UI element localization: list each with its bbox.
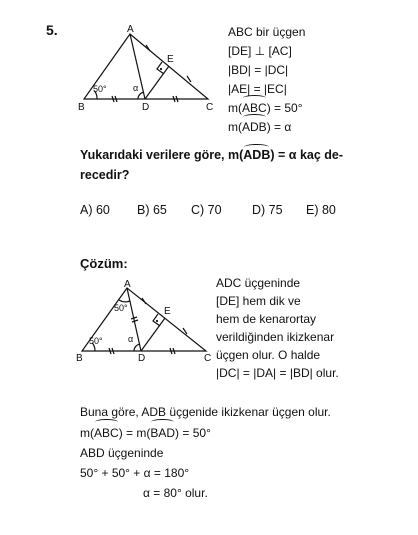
angle-alpha-arc (138, 92, 143, 99)
label-d: D (142, 102, 150, 112)
side-line-4: verildiğinden ikizkenar (216, 330, 335, 344)
choice-c: C) 70 (191, 203, 222, 217)
label-b: B (78, 102, 85, 112)
given-line-4: |AE| = |EC| (228, 82, 287, 96)
given-line-5: m(ABC) = 50° (228, 99, 305, 118)
angle-b-label: 50° (89, 336, 103, 346)
angle-bad-label: 50° (114, 303, 128, 313)
choice-d: D) 75 (252, 203, 283, 217)
segment-de (145, 66, 169, 99)
problem-number: 5. (46, 22, 58, 38)
angle-bad-arc (119, 300, 130, 302)
side-line-2: [DE] hem dik ve (216, 294, 301, 308)
label-b: B (76, 353, 83, 364)
label-e: E (164, 306, 171, 317)
given-line-2: [DE] ⊥ [AC] (228, 44, 292, 58)
triangle-figure-2 (76, 280, 216, 364)
label-c: C (204, 353, 212, 364)
label-e: E (167, 54, 174, 65)
angle-alpha-arc (134, 344, 140, 351)
right-angle-mark (153, 314, 160, 326)
angle-alpha-label: α (133, 83, 139, 93)
question-line-2: recedir? (80, 168, 130, 182)
solution-side-text (216, 274, 339, 382)
given-line-6: m(ADB) = α (228, 118, 305, 137)
right-angle-mark (157, 62, 164, 74)
angle-alpha-label: α (128, 334, 134, 344)
segment-de (141, 318, 165, 351)
side-line-3: hem de kenarortay (216, 312, 317, 326)
solution-line-1: Buna göre, ADB üçgenide ikizkenar üçgen olur. (80, 405, 331, 419)
angle-arc-abc: ABC (94, 423, 119, 443)
side-line-1: ADC üçgeninde (216, 276, 301, 290)
question-line-1: Yukarıdaki verilere göre, m(ADB) = α kaç de- (80, 148, 344, 162)
angle-arc-bad: BAD (150, 423, 175, 443)
angle-arc-abc: ABC (242, 99, 267, 118)
label-d: D (138, 353, 146, 364)
solution-line-4: 50° + 50° + α = 180° (80, 466, 190, 480)
angle-arc-adb: ADB (242, 118, 267, 137)
given-data (228, 23, 305, 137)
given-line-1: ABC bir üçgen (228, 25, 306, 39)
label-a: A (127, 24, 134, 35)
choice-e: E) 80 (306, 203, 336, 217)
given-line-3: |BD| = |DC| (228, 63, 289, 77)
triangle-figure-1 (78, 24, 228, 112)
angle-b-label: 50° (93, 84, 107, 94)
side-line-5: üçgen olur. O halde (216, 348, 321, 362)
solution-line-2: m(ABC) = m(BAD) = 50° (80, 423, 211, 443)
label-a: A (124, 280, 131, 290)
solution-line-5: α = 80° olur. (143, 486, 208, 500)
label-c: C (206, 102, 214, 112)
question-angle-arc: ADB (243, 148, 271, 162)
side-line-6: |DC| = |DA| = |BD| olur. (216, 366, 339, 380)
solution-line-3: ABD üçgeninde (80, 446, 164, 460)
choice-b: B) 65 (137, 203, 167, 217)
choice-a: A) 60 (80, 203, 110, 217)
solution-title: Çözüm: (80, 256, 128, 271)
